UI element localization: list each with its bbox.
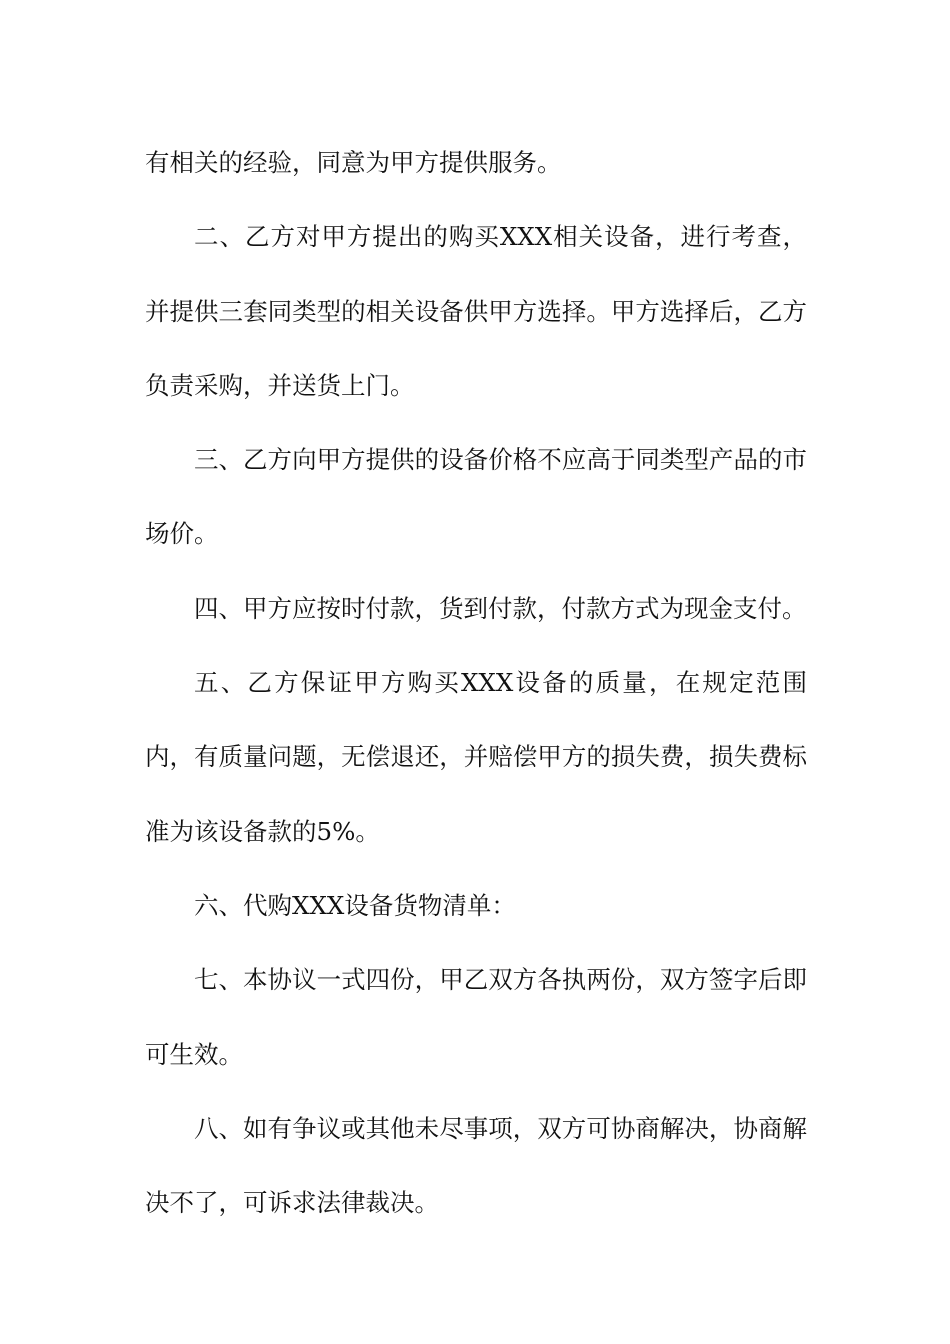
paragraph-clause-3: 三、乙方向甲方提供的设备价格不应高于同类型产品的市场价。 bbox=[145, 445, 807, 549]
document-body bbox=[145, 126, 807, 1240]
paragraph-clause-6: 六、代购XXX设备货物清单： bbox=[194, 890, 516, 920]
paragraph-clause-7: 七、本协议一式四份，甲乙双方各执两份，双方签字后即可生效。 bbox=[145, 965, 807, 1069]
paragraph-clause-2: 二、乙方对甲方提出的购买XXX相关设备，进行考查，并提供三套同类型的相关设备供甲方选择。甲方选择后，乙方负责采购，并送货上门。 bbox=[145, 222, 807, 400]
paragraph-clause-5: 五、乙方保证甲方购买XXX设备的质量，在规定范围内，有质量问题，无偿退还，并赔偿甲方的损失费，损失费标准为该设备款的5%。 bbox=[145, 668, 807, 846]
paragraph-clause-8: 八、如有争议或其他未尽事项，双方可协商解决，协商解决不了，可诉求法律裁决。 bbox=[145, 1113, 807, 1218]
paragraph-clause-4: 四、甲方应按时付款，货到付款，付款方式为现金支付。 bbox=[194, 593, 807, 623]
paragraph-continuation: 有相关的经验，同意为甲方提供服务。 bbox=[145, 148, 562, 177]
